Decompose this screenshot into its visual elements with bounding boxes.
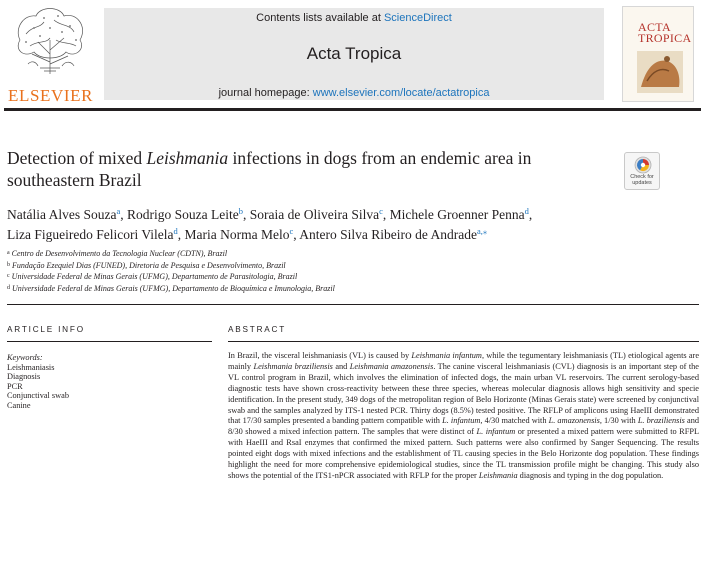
author-name: Antero Silva Ribeiro de Andrade — [299, 227, 477, 242]
cover-title — [638, 22, 691, 44]
abstract-text-segment: , 1/30 with — [599, 416, 638, 426]
author-name: Michele Groenner Penna — [389, 207, 525, 222]
affiliation — [7, 283, 647, 295]
check-updates-label — [625, 174, 659, 186]
affiliation-text: Centro de Desenvolvimento da Tecnologia Nuclear (CDTN), Brazil — [11, 249, 228, 258]
author[interactable] — [250, 207, 383, 222]
homepage-prefix: journal homepage: — [218, 87, 313, 99]
author-affiliation-mark[interactable]: b — [238, 206, 243, 216]
author-separator: , — [293, 227, 300, 242]
abstract-species-name: L. amazonensis — [548, 416, 600, 426]
elsevier-tree-icon — [10, 4, 90, 76]
author-separator: , — [243, 207, 250, 222]
author[interactable] — [185, 227, 294, 242]
author-separator: , — [382, 207, 390, 222]
section-divider — [7, 304, 699, 305]
title-part1: Detection of mixed — [7, 148, 147, 168]
affiliation — [7, 248, 647, 260]
author-name: Rodrigo Souza Leite — [127, 207, 239, 222]
header-rule — [4, 108, 701, 111]
keyword: Conjunctival swab — [7, 391, 69, 400]
abstract-species-name: Leishmania — [478, 470, 518, 480]
author[interactable] — [299, 227, 487, 242]
abstract-rule — [228, 341, 699, 342]
homepage-link[interactable]: www.elsevier.com/locate/actatropica — [312, 87, 490, 99]
affiliation-text: Universidade Federal de Minas Gerais (UFMG), Departamento de Parasitologia, Brazil — [11, 272, 298, 281]
abstract-species-name: L. infantum — [476, 427, 516, 437]
contents-line — [104, 12, 604, 24]
affiliation-list — [7, 248, 647, 294]
keywords-label: Keywords: — [7, 353, 43, 362]
author[interactable] — [7, 227, 178, 242]
author-affiliation-mark[interactable]: c — [289, 226, 294, 236]
abstract-body — [228, 351, 699, 482]
abstract-heading: ABSTRACT — [228, 325, 287, 334]
author-name: Natália Alves Souza — [7, 207, 117, 222]
author[interactable] — [127, 207, 243, 222]
keyword: Leishmaniasis — [7, 362, 55, 372]
affiliation-mark: d — [7, 284, 10, 291]
abstract-species-name: L. braziliensis — [637, 416, 685, 426]
author-name: Liza Figueiredo Felicori Vilela — [7, 227, 174, 242]
title-italic: Leishmania — [146, 148, 229, 168]
journal-header-band — [104, 8, 604, 100]
contents-prefix: Contents lists available at — [256, 12, 384, 24]
cover-title-line2: TROPICA — [638, 31, 692, 45]
publisher-name: ELSEVIER — [8, 86, 94, 105]
cover-art-icon — [637, 51, 683, 93]
journal-cover[interactable] — [622, 6, 694, 102]
abstract-text-segment: . The canine visceral leishmaniasis (CVL) diagnosis is an important step of the VL control program in Brazil, which involves the elimination of infected dogs, the main urban VL reservoirs. The current serology-based diagnostic tests have shown cross-reactivity between these three species, whereas molecular diagnosis allows high sensitivity and specie identification. In the present study, 349 dogs of the metropolitan region of Belo Horizonte (Minas Gerais state) were screened by conjunctival swab and the samples analyzed by ITS-1 nested PCR. Thirty dogs (8.5%) tested positive. The RFLP of amplicons using HaeIII demonstrated that 17/30 samples presented a banding pattern compatible with — [228, 361, 699, 426]
author-affiliation-mark[interactable]: a — [116, 206, 121, 216]
check-updates-line1: Check for — [630, 174, 654, 180]
author-affiliation-mark[interactable]: a,⁎ — [477, 226, 488, 236]
abstract-text-segment: , 4/30 matched with — [480, 416, 549, 426]
journal-title[interactable]: Acta Tropica — [306, 44, 402, 63]
abstract-text-segment: diagnosis and typing in the dog population. — [517, 470, 664, 480]
abstract-species-name: Leishmania infantum — [411, 351, 482, 360]
author-name: Maria Norma Melo — [184, 227, 290, 242]
affiliation-mark: c — [7, 273, 10, 279]
abstract-species-name: L. infantum — [442, 416, 481, 426]
homepage-line — [104, 87, 604, 99]
elsevier-logo[interactable] — [4, 4, 96, 105]
affiliation-mark: a — [7, 250, 10, 256]
author-separator: , — [120, 207, 128, 222]
author-name: Soraia de Oliveira Silva — [249, 207, 380, 222]
check-updates-icon — [634, 156, 652, 174]
abstract-species-name: Leishmania braziliensis — [253, 361, 333, 371]
article-title — [7, 147, 617, 191]
article-info-rule — [7, 341, 212, 342]
author-affiliation-mark[interactable]: d — [524, 206, 529, 216]
title-part2: infections in dogs from an endemic area in southeastern Brazil — [7, 148, 532, 190]
abstract-text-segment: or presented a mixed pattern were submitted to RFPL with HaeIII and RsaI enzymes that confirmed the mixed pattern. Such patterns were also confirmed by Sanger Sequencing. The results pointed eight dogs with mixed infections and the establishment of TL causing species in the Belo Horizonte dog population. These findings highlight the need for more comprehensive epidemiological studies, since the TL transmission profile might be changing. This study also shows the potential of the ITS1-nPCR associated with RFLP for the proper — [228, 427, 700, 480]
author[interactable] — [390, 207, 529, 222]
check-updates-line2: updates — [632, 180, 652, 186]
keyword: PCR — [7, 381, 23, 391]
affiliation — [7, 260, 647, 272]
check-for-updates-button[interactable] — [624, 152, 660, 190]
abstract-text-segment: , while the tegumentary leishmaniasis (TL) etiological agents are mainly — [228, 351, 700, 371]
author-list — [7, 205, 647, 245]
affiliation-text: Fundação Ezequiel Dias (FUNED), Diretoria de Pesquisa e Desenvolvimento, Brazil — [12, 260, 286, 270]
affiliation — [7, 271, 647, 283]
abstract-text-segment: and 8/30 showed a mixed infection pattern. The samples that were distinct of — [228, 416, 700, 437]
keyword: Canine — [7, 400, 31, 410]
author-affiliation-mark[interactable]: d — [173, 226, 178, 236]
author[interactable] — [7, 207, 120, 222]
sciencedirect-link[interactable]: ScienceDirect — [383, 12, 452, 24]
abstract-text-segment: and — [332, 361, 350, 371]
affiliation-text: Universidade Federal de Minas Gerais (UFMG), Departamento de Bioquímica e Imunologia, Brazil — [12, 283, 335, 293]
keywords-block — [7, 353, 212, 410]
author-separator: , — [177, 227, 185, 242]
abstract-species-name: Leishmania amazonensis — [349, 361, 434, 371]
cover-title-line1: ACTA — [638, 20, 671, 34]
affiliation-mark: b — [7, 261, 10, 268]
abstract-text-segment: In Brazil, the visceral leishmaniasis (VL) is caused by — [228, 351, 412, 360]
author-separator: , — [528, 207, 533, 222]
keyword: Diagnosis — [7, 372, 41, 381]
article-info-heading: ARTICLE INFO — [7, 325, 85, 334]
author-affiliation-mark[interactable]: c — [379, 206, 383, 216]
